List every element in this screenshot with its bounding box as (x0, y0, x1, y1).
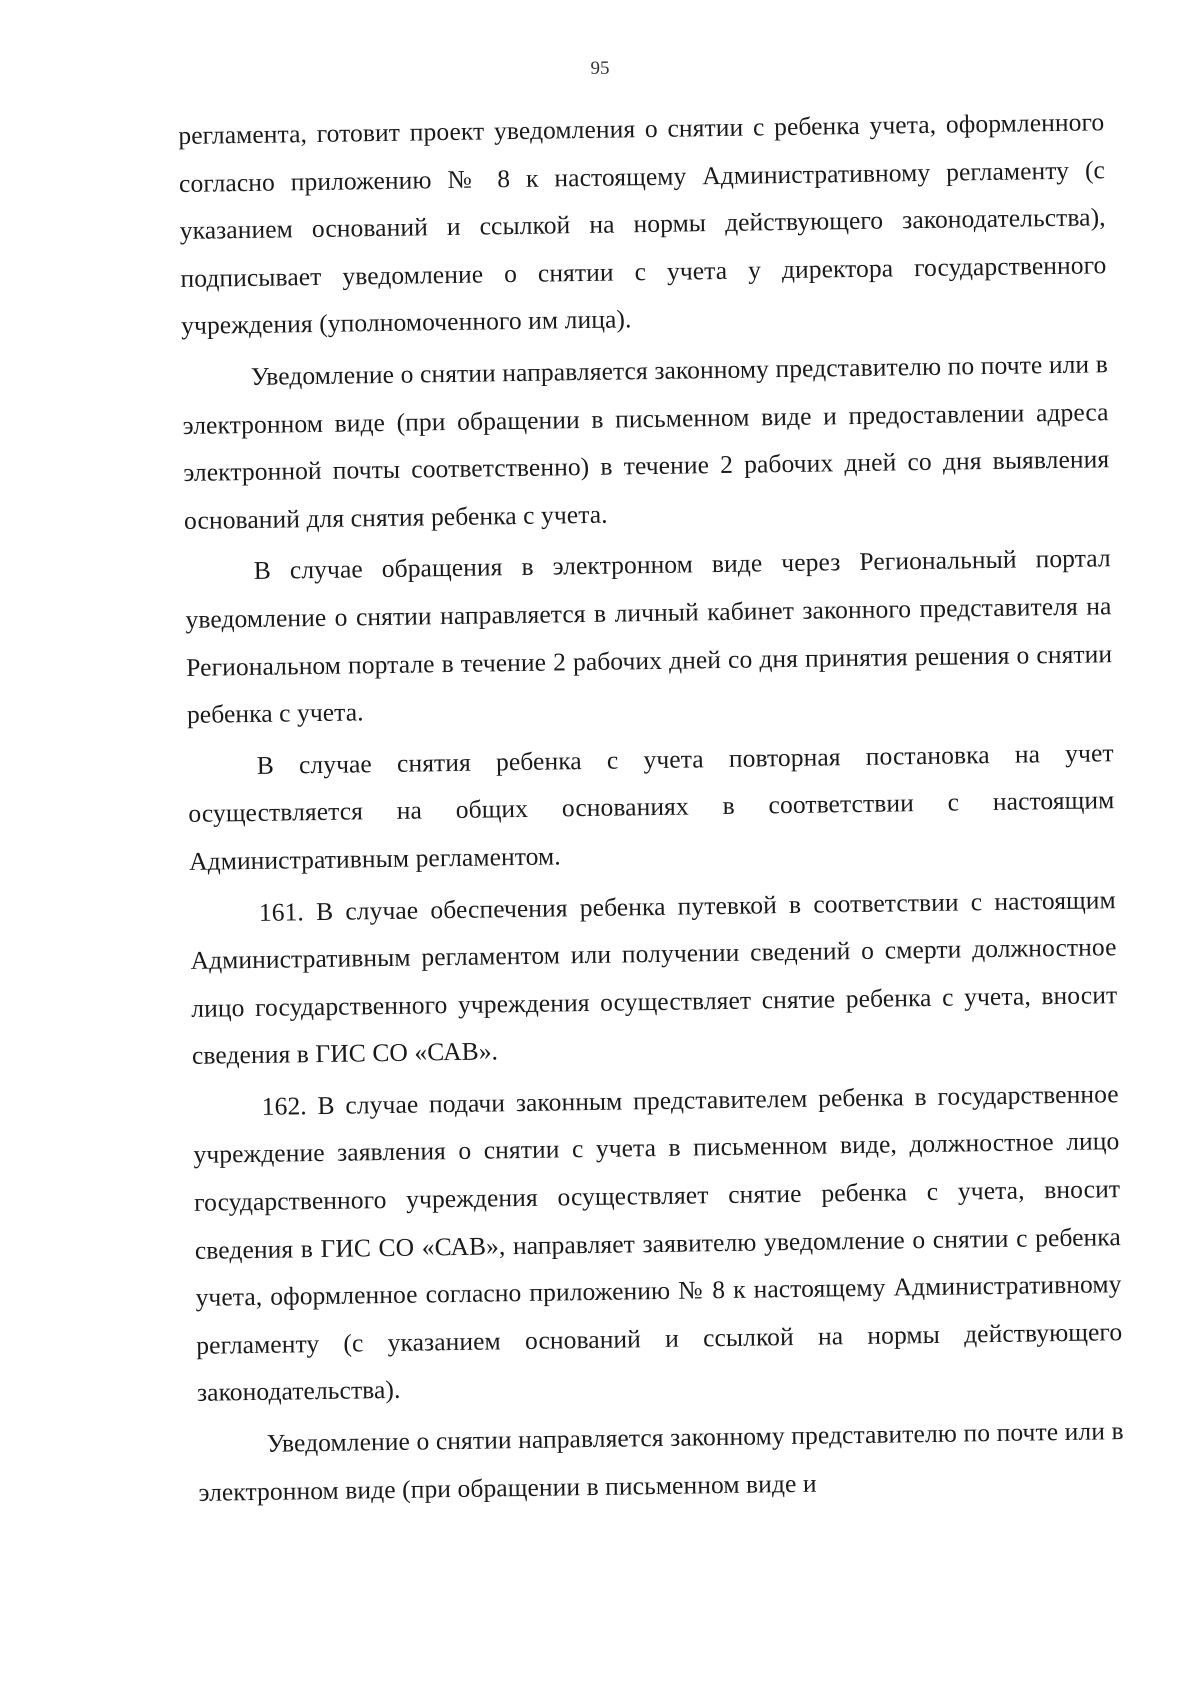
paragraph-5: 161. В случае обеспечения ребенка путевкой в соответствии с настоящим Административным регламентом или получении сведений о смерти должностное лицо государственного учреждения осуществляет снятие ребенка с учета, вносит сведения в ГИС СО «САВ». (190, 884, 1118, 1071)
page-number: 95 (590, 58, 610, 79)
paragraph-1: регламента, готовит проект уведомления о снятии с ребенка учета, оформленного согласно приложению № 8 к настоящему Административному регламенту (с указанием оснований и ссылкой на нормы действующего законодательства), подписывает уведомление о снятии с учета у директора государственного учреждения (уполномоченного им лица). (178, 107, 1107, 341)
paragraph-3: В случае обращения в электронном виде через Региональный портал уведомление о снятии направляется в личный кабинет законного представителя на Региональном портале в течение 2 рабочих дней со дня принятия решения о снятии ребенка с учета. (185, 543, 1113, 730)
paragraph-7: Уведомление о снятии направляется законному представителю по почте или в электронном виде (при обращении в письменном виде и (198, 1416, 1124, 1507)
paragraph-2: Уведомление о снятии направляется законному представителю по почте или в электронном виде (при обращении в письменном виде и предоставлении адреса электронной почты соответственно) в течение 2 рабочих дней со дня выявления оснований для снятия ребенка с учета. (182, 349, 1110, 535)
paragraph-4: В случае снятия ребенка с учета повторная постановка на учет осуществляется на общих основаниях в соответствии с настоящим Административным регламентом. (188, 737, 1115, 876)
document-body (178, 98, 1125, 1520)
paragraph-6: 162. В случае подачи законным представителем ребенка в государственное учреждение заявления о снятии с учета в письменном виде, должностное лицо государственного учреждения осуществляет снятие ребенка с учета, вносит сведения в ГИС СО «САВ», направляет заявителю уведомление о снятии с ребенка учета, оформленное согласно приложению № 8 к настоящему Административному регламенту (с указанием оснований и ссылкой на нормы действующего законодательства). (193, 1079, 1123, 1408)
